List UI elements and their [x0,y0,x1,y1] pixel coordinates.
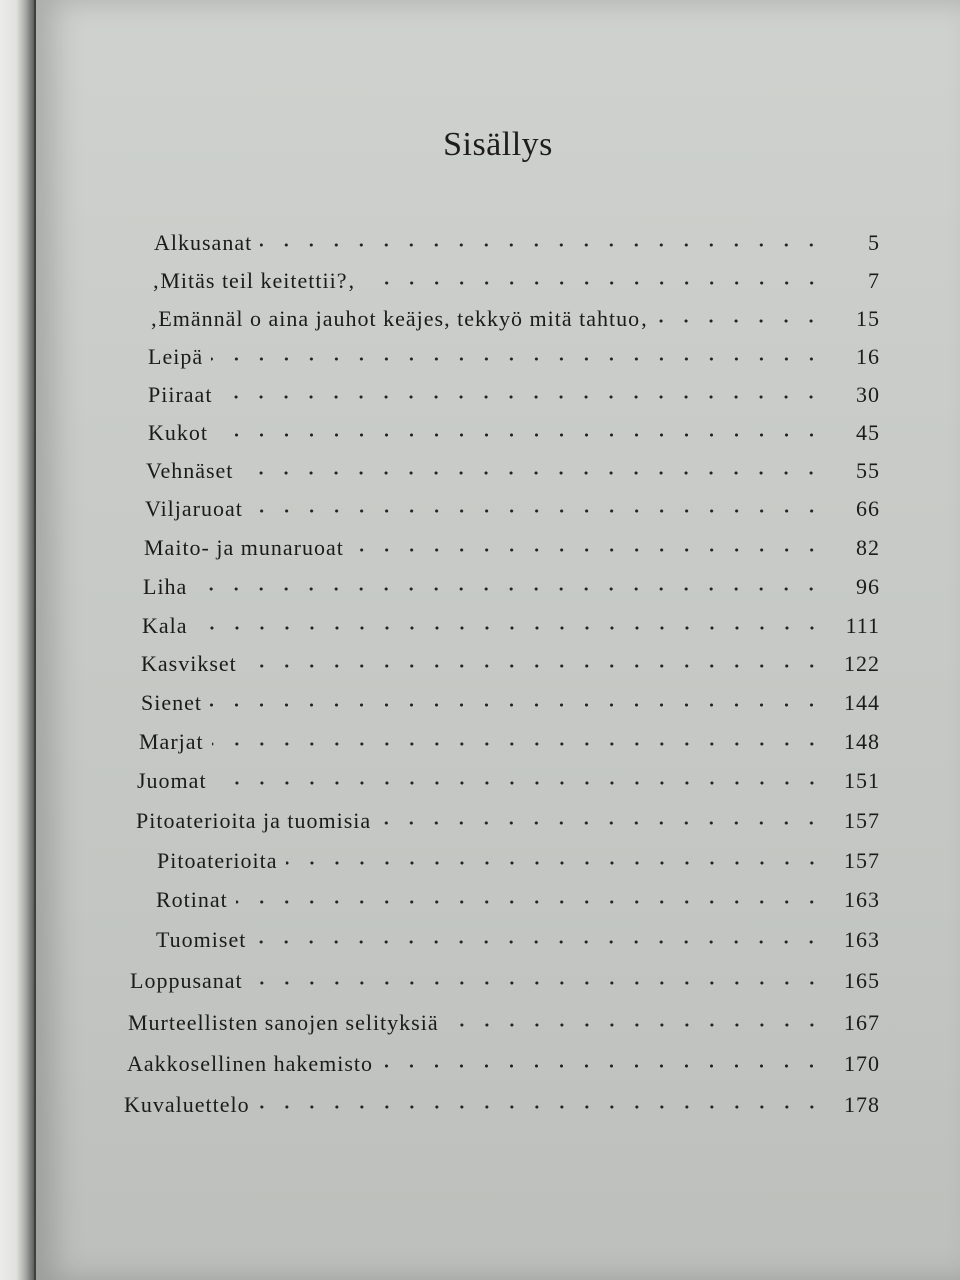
toc-entry-label: ‚Emännäl o aina jauhot keäjes, tekkyö mitä tahtuo‚ [150,306,649,331]
dot-leader [215,780,824,786]
toc-entry [137,760,880,794]
toc-entry-label: Viljaruoat [145,496,243,521]
toc-entry [143,566,880,600]
toc-entry [146,450,880,484]
toc-entry-label: Tuomiset [156,927,247,952]
toc-entry-page: 15 [856,306,880,331]
toc-entry-label: Liha [143,574,188,599]
toc-entry-page: 144 [844,690,880,715]
dot-leader [236,899,824,905]
dot-leader [656,318,824,324]
toc-entry-label: Rotinat [156,887,228,912]
toc-subentry [156,879,880,913]
dot-leader [254,939,824,945]
toc-entry-label: Marjat [139,729,204,754]
toc-entry-label: Piiraat [148,382,213,407]
toc-entry-page: 157 [844,808,880,833]
toc-entry-page: 178 [844,1092,880,1117]
toc-entry-page: 45 [856,420,880,445]
toc-entry [152,260,880,294]
toc-entry [141,643,880,677]
toc-entry [150,298,880,332]
toc-entry-page: 122 [844,651,880,676]
toc-entry-label: Murteellisten sanojen selityksiä [128,1010,439,1035]
toc-subentry [157,840,880,874]
toc-entry-label: Loppusanat [130,968,243,993]
toc-entry-page: 82 [856,535,880,560]
toc-entry-page: 157 [844,848,880,873]
toc-entry [139,721,880,755]
table-of-contents [36,0,960,1280]
toc-entry-page: 16 [856,344,880,369]
dot-leader [212,741,824,747]
toc-entry-page: 66 [856,496,880,521]
dot-leader [196,625,824,631]
toc-entry-label: Pitoaterioita [157,848,278,873]
toc-entry-page: 163 [844,927,880,952]
facing-page-edge [0,0,36,1280]
toc-entry [141,682,880,716]
toc-entry-label: Kukot [148,420,208,445]
dot-leader [447,1022,824,1028]
toc-entry-label: Sienet [141,690,202,715]
dot-leader [379,820,824,826]
toc-entry [148,374,880,408]
dot-leader [251,508,824,514]
dot-leader [195,586,824,592]
dot-leader [364,280,824,286]
toc-entry [127,1043,880,1077]
toc-entry-page: 5 [868,230,880,255]
dot-leader [381,1063,824,1069]
dot-leader [241,470,824,476]
book-page [36,0,960,1280]
toc-entry-label: Aakkosellinen hakemisto [127,1051,374,1076]
toc-entry-page: 163 [844,887,880,912]
dot-leader [286,860,824,866]
toc-entry-page: 55 [856,458,880,483]
toc-entry-page: 96 [856,574,880,599]
toc-entry-page: 30 [856,382,880,407]
toc-entry-page: 170 [844,1051,880,1076]
toc-entry-page: 165 [844,968,880,993]
toc-entry-label: Kala [142,613,188,638]
toc-entry [124,1084,880,1118]
toc-entry [144,527,880,561]
toc-entry [136,800,880,834]
dot-leader [258,1104,824,1110]
dot-leader [260,242,824,248]
toc-entry-label: Kasvikset [141,651,237,676]
toc-entry-label: ‚Mitäs teil keitettii?‚ [152,268,356,293]
toc-entry-page: 111 [845,613,880,638]
dot-leader [211,356,824,362]
toc-entry-page: 7 [868,268,880,293]
dot-leader [251,980,824,986]
toc-entry-page: 151 [844,768,880,793]
toc-entry-label: Juomat [137,768,207,793]
toc-subentry [156,919,880,953]
toc-entry-label: Vehnäset [146,458,234,483]
toc-entry-page: 148 [844,729,880,754]
toc-entry [145,488,880,522]
toc-entry-label: Kuvaluettelo [124,1092,250,1117]
dot-leader [245,663,824,669]
toc-entry [128,1002,880,1036]
toc-entry [130,960,880,994]
toc-entry-page: 167 [844,1010,880,1035]
page-title: Sisällys [443,126,553,163]
dot-leader [216,432,824,438]
dot-leader [352,547,824,553]
toc-entry [154,222,880,256]
toc-entry [142,605,880,639]
toc-entry-label: Leipä [148,344,204,369]
toc-entry-label: Pitoaterioita ja tuomisia [136,808,372,833]
dot-leader [220,394,824,400]
toc-entry-label: Alkusanat [154,230,253,255]
toc-entry-label: Maito- ja munaruoat [144,535,344,560]
dot-leader [210,702,824,708]
toc-entry [148,412,880,446]
toc-entry [148,336,880,370]
